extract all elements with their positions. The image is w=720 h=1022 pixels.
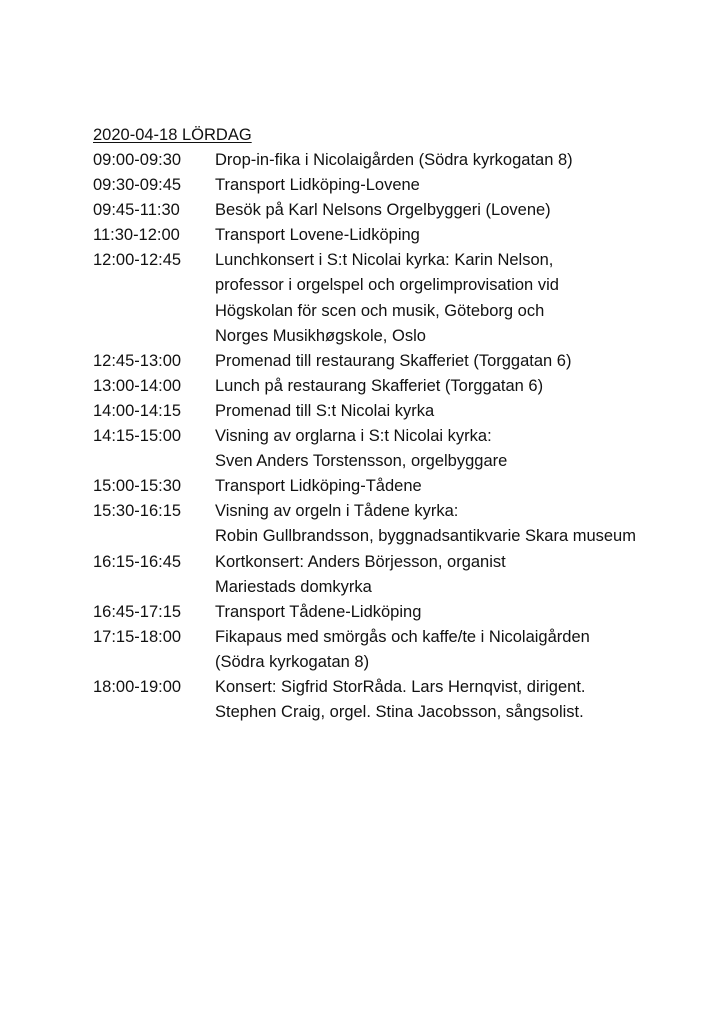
entry-description-line: Sven Anders Torstensson, orgelbyggare — [215, 452, 508, 471]
entry-description — [215, 173, 693, 198]
entry-description-line: Lunchkonsert i S:t Nicolai kyrka: Karin Nelson, — [215, 251, 554, 270]
schedule-entry — [93, 499, 693, 549]
schedule-entry — [93, 424, 693, 474]
entry-time: 14:15-15:00 — [93, 427, 182, 446]
schedule-entry — [93, 349, 693, 374]
entry-description — [215, 198, 693, 223]
entry-description — [215, 349, 693, 374]
schedule-entry — [93, 223, 693, 248]
schedule-entry — [93, 148, 693, 173]
entry-description-line: Fikapaus med smörgås och kaffe/te i Nicolaigården — [215, 627, 590, 646]
entry-description-line: Högskolan för scen och musik, Göteborg och — [215, 301, 545, 320]
entry-description — [215, 600, 693, 625]
entry-description-line: Promenad till restaurang Skafferiet (Torggatan 6) — [215, 351, 572, 370]
schedule-entry — [93, 474, 693, 499]
entry-description — [215, 223, 693, 248]
entry-time: 18:00-19:00 — [93, 677, 182, 696]
entry-time: 16:45-17:15 — [93, 602, 182, 621]
entry-description-line: Transport Lidköping-Tådene — [215, 477, 422, 496]
entry-description-line: Mariestads domkyrka — [215, 577, 372, 596]
entry-time: 16:15-16:45 — [93, 552, 182, 571]
entry-description-line: Robin Gullbrandsson, byggnadsantikvarie Skara museum — [215, 527, 636, 546]
entry-description-line: Transport Lovene-Lidköping — [215, 226, 420, 245]
entry-time: 11:30-12:00 — [93, 226, 180, 245]
schedule-list — [93, 148, 693, 725]
entry-description-line: Konsert: Sigfrid StorRåda. Lars Hernqvist, dirigent. — [215, 677, 586, 696]
entry-description — [215, 550, 693, 600]
entry-description-line: professor i orgelspel och orgelimprovisation vid — [215, 276, 559, 295]
entry-description — [215, 499, 693, 549]
entry-description-line: Visning av orglarna i S:t Nicolai kyrka: — [215, 427, 492, 446]
entry-time: 14:00-14:15 — [93, 401, 182, 420]
entry-time: 13:00-14:00 — [93, 376, 182, 395]
entry-description-line: Visning av orgeln i Tådene kyrka: — [215, 502, 459, 521]
entry-description-line: Drop-in-fika i Nicolaigården (Södra kyrkogatan 8) — [215, 151, 573, 169]
entry-time: 12:00-12:45 — [93, 251, 182, 270]
entry-time: 09:45-11:30 — [93, 201, 180, 220]
schedule-entry — [93, 173, 693, 198]
day-title: 2020-04-18 LÖRDAG — [93, 126, 252, 144]
entry-description-line: Norges Musikhøgskole, Oslo — [215, 326, 426, 345]
schedule-entry — [93, 675, 693, 725]
schedule-entry — [93, 374, 693, 399]
entry-description-line: Lunch på restaurang Skafferiet (Torggatan 6) — [215, 376, 544, 395]
entry-time: 17:15-18:00 — [93, 627, 182, 646]
schedule-entry — [93, 550, 693, 600]
entry-description-line: Transport Tådene-Lidköping — [215, 602, 422, 621]
schedule-entry — [93, 198, 693, 223]
entry-description-line: Besök på Karl Nelsons Orgelbyggeri (Lovene) — [215, 201, 551, 220]
entry-time: 09:00-09:30 — [93, 151, 182, 169]
entry-description — [215, 248, 693, 348]
entry-time: 15:00-15:30 — [93, 477, 182, 496]
entry-time: 12:45-13:00 — [93, 351, 182, 370]
entry-description-line: Stephen Craig, orgel. Stina Jacobsson, sångsolist. — [215, 703, 584, 722]
entry-time: 15:30-16:15 — [93, 502, 182, 521]
entry-description — [215, 148, 693, 173]
entry-time: 09:30-09:45 — [93, 176, 182, 195]
entry-description-line: Transport Lidköping-Lovene — [215, 176, 420, 195]
schedule-entry — [93, 399, 693, 424]
entry-description — [215, 675, 693, 725]
entry-description-line: Promenad till S:t Nicolai kyrka — [215, 401, 435, 420]
entry-description — [215, 399, 693, 424]
entry-description-line: Kortkonsert: Anders Börjesson, organist — [215, 552, 506, 571]
entry-description — [215, 374, 693, 399]
entry-description-line: (Södra kyrkogatan 8) — [215, 652, 370, 671]
entry-description — [215, 474, 693, 499]
schedule-entry — [93, 625, 693, 675]
schedule-page — [93, 123, 693, 725]
schedule-entry — [93, 248, 693, 348]
entry-description — [215, 424, 693, 474]
schedule-entry — [93, 600, 693, 625]
entry-description — [215, 625, 693, 675]
